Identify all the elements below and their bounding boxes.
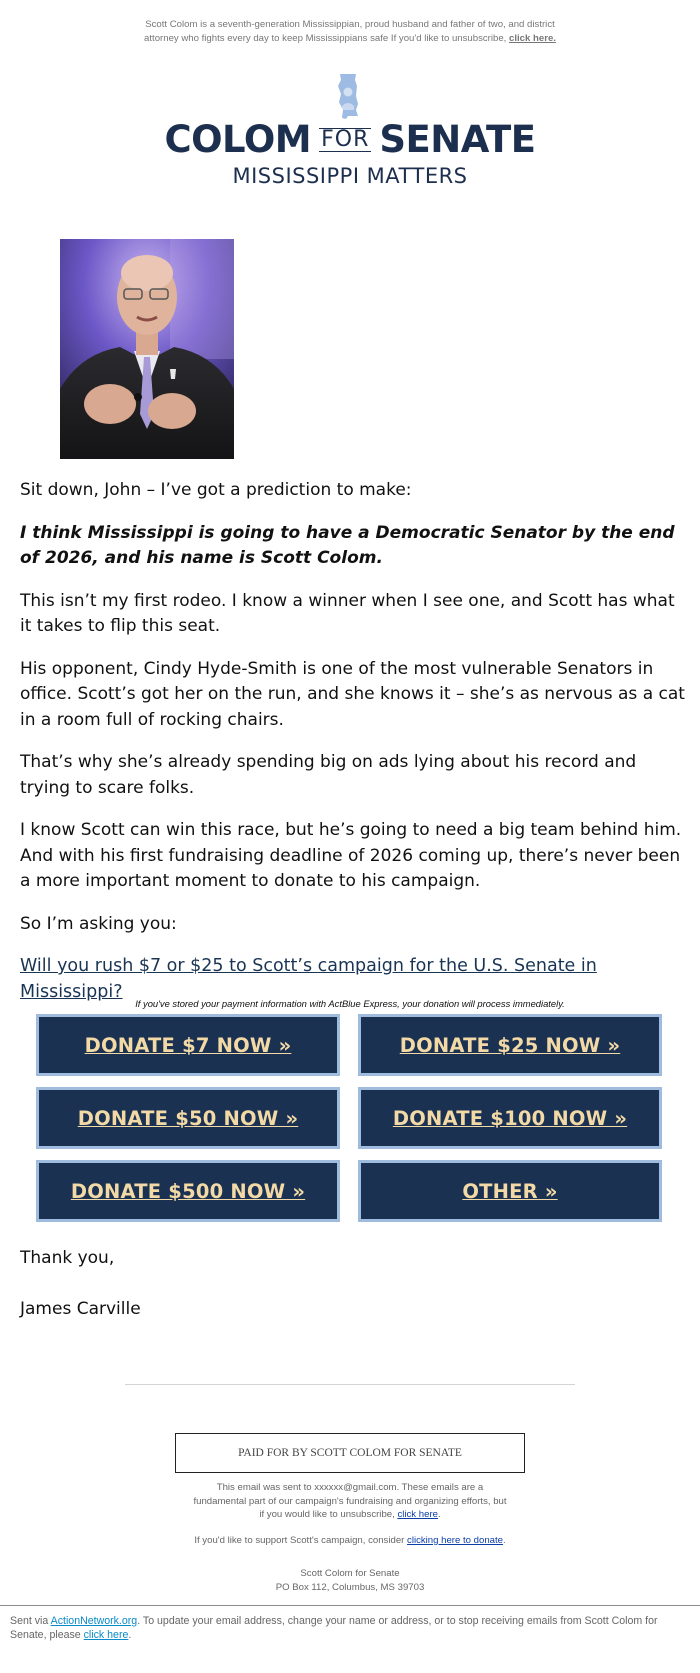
email-body xyxy=(20,478,685,1020)
body-paragraph: Sit down, John – I’ve got a prediction to make: xyxy=(20,480,412,500)
action-network-footer: Sent via ActionNetwork.org. To update your email address, change your name or address, or to stop receiving emails from Scott Colom for Senate, please click here. xyxy=(10,1615,658,1641)
signoff-thanks: Thank you, xyxy=(20,1248,115,1268)
james-carville-photo xyxy=(60,239,234,459)
donate-25-button[interactable]: DONATE $25 NOW » xyxy=(358,1014,662,1076)
paid-for-disclaimer: PAID FOR BY SCOTT COLOM FOR SENATE xyxy=(175,1433,525,1473)
preheader xyxy=(0,18,700,46)
logo-colom: COLOM xyxy=(164,118,312,161)
campaign-logo xyxy=(0,70,700,190)
footer-support: If you'd like to support Scott's campaign, consider clicking here to donate. xyxy=(194,1535,506,1546)
footer-sent-notice xyxy=(0,1481,700,1522)
unsubscribe-link[interactable]: click here. xyxy=(509,33,556,44)
footer-org: Scott Colom for Senate xyxy=(300,1568,400,1579)
mississippi-state-icon xyxy=(334,72,362,120)
logo-wordmark xyxy=(0,120,700,160)
preheader-line-1: Scott Colom is a seventh-generation Mississippian, proud husband and father of two, and district xyxy=(145,19,555,30)
body-paragraph: His opponent, Cindy Hyde-Smith is one of the most vulnerable Senators in office. Scott’s got her on the run, and she knows it – she’s as nervous as a cat in a room full of rocking chairs. xyxy=(20,658,685,730)
donate-ask-link[interactable]: Will you rush $7 or $25 to Scott’s campaign for the U.S. Senate in Mississippi? xyxy=(20,956,597,1002)
bottom-divider xyxy=(0,1605,700,1606)
footer-address: PO Box 112, Columbus, MS 39703 xyxy=(275,1581,425,1593)
donate-50-button[interactable]: DONATE $50 NOW » xyxy=(36,1087,340,1149)
body-paragraph: That’s why she’s already spending big on ads lying about his record and trying to scare folks. xyxy=(20,752,637,798)
footer-donate-link[interactable]: clicking here to donate xyxy=(407,1535,504,1546)
logo-for: FOR xyxy=(321,127,370,152)
action-network-link[interactable]: ActionNetwork.org xyxy=(50,1615,138,1627)
body-paragraph: I know Scott can win this race, but he’s going to need a big team behind him. And with his first fundraising deadline of 2026 coming up, there’s never been a more important moment to donate to his campaign. xyxy=(20,820,682,891)
footer-sent-line: fundamental part of our campaign's fundraising and organizing efforts, but xyxy=(193,1495,507,1507)
logo-tagline: MISSISSIPPI MATTERS xyxy=(232,164,468,188)
preheader-line-2: attorney who fights every day to keep Mississippians safe If you'd like to unsubscribe, click here. xyxy=(144,33,556,44)
signoff-name: James Carville xyxy=(20,1299,141,1319)
logo-senate: SENATE xyxy=(379,118,536,161)
donate-500-button[interactable]: DONATE $500 NOW » xyxy=(36,1160,340,1222)
update-preferences-link[interactable]: click here xyxy=(83,1629,129,1641)
donate-other-button[interactable]: OTHER » xyxy=(358,1160,662,1222)
divider xyxy=(125,1384,575,1385)
footer-sent-line: This email was sent to xxxxxx@gmail.com. These emails are a xyxy=(216,1482,484,1493)
donate-7-button[interactable]: DONATE $7 NOW » xyxy=(36,1014,340,1076)
donate-100-button[interactable]: DONATE $100 NOW » xyxy=(358,1087,662,1149)
footer-unsubscribe-link[interactable]: click here xyxy=(397,1509,438,1520)
body-paragraph: This isn’t my first rodeo. I know a winner when I see one, and Scott has what it takes to flip this seat. xyxy=(20,590,675,636)
footer-sent-line: if you would like to unsubscribe, click here. xyxy=(259,1509,441,1520)
body-paragraph: So I’m asking you: xyxy=(20,913,177,934)
actblue-note: If you've stored your payment information with ActBlue Express, your donation will process immediately. xyxy=(135,998,565,1009)
body-prediction: I think Mississippi is going to have a Democratic Senator by the end of 2026, and his name is Scott Colom. xyxy=(20,522,675,568)
footer-address-block xyxy=(0,1567,700,1594)
